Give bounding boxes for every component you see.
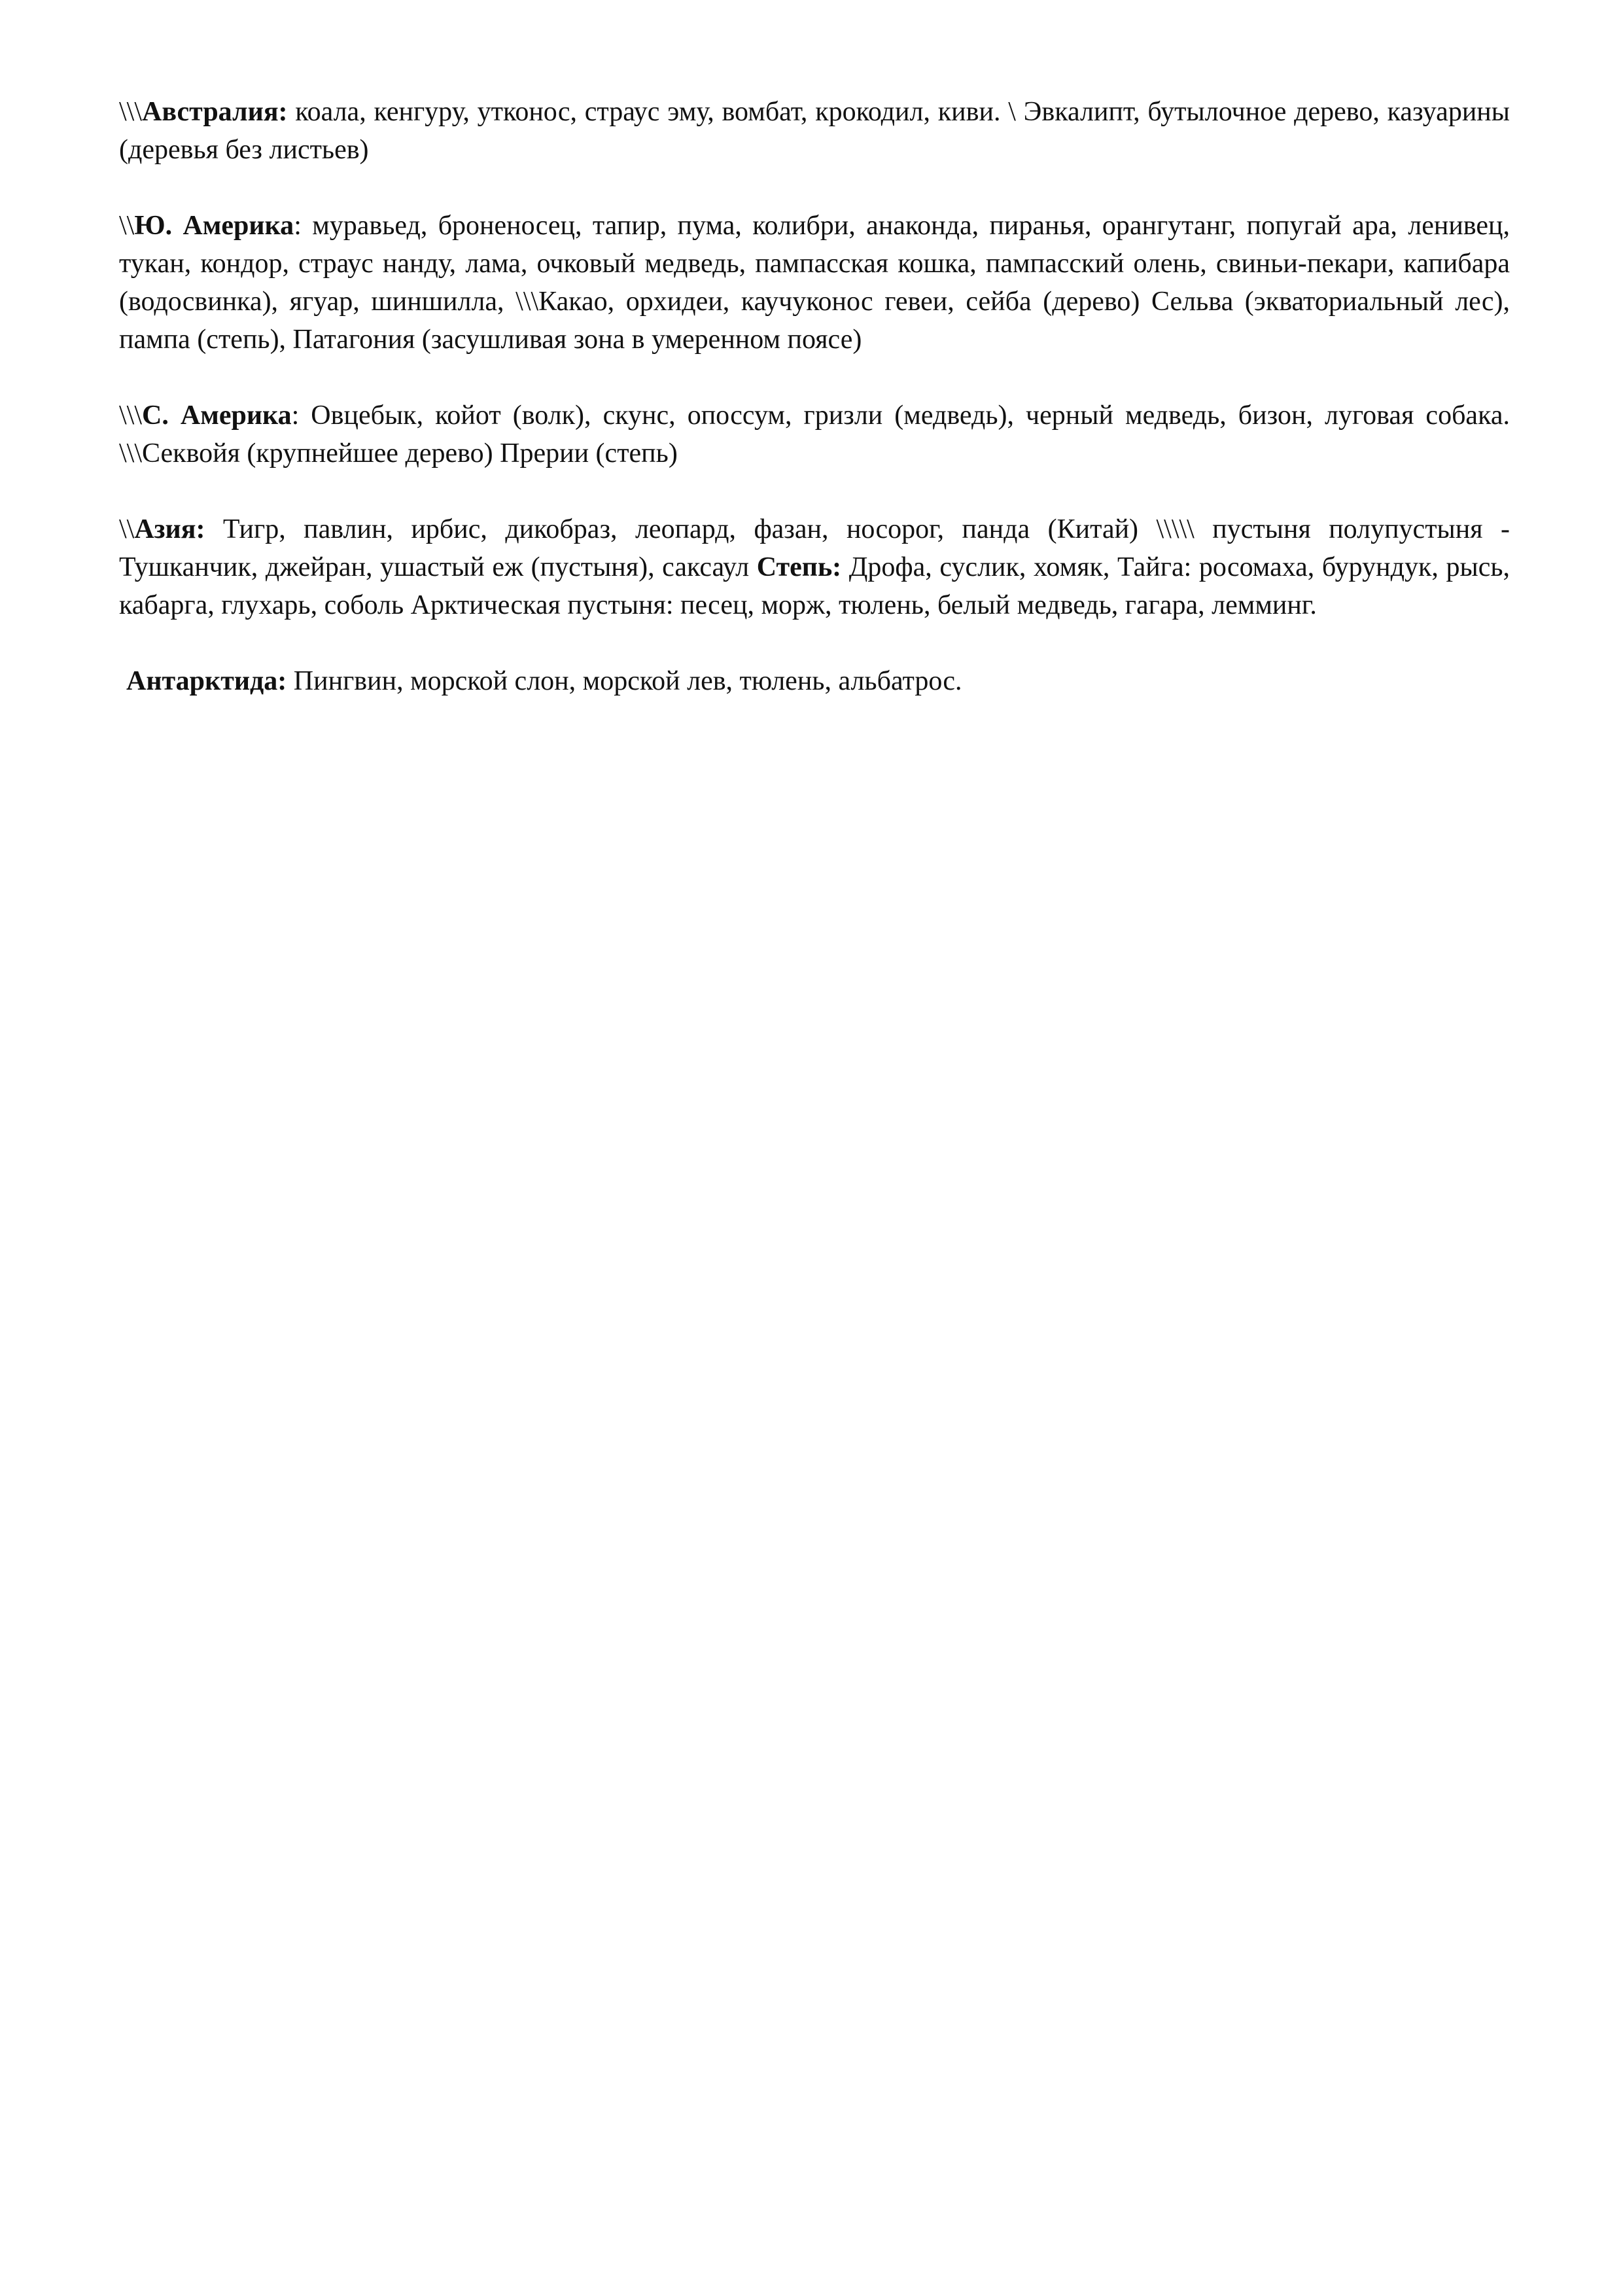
paragraph-heading: Азия: (134, 514, 205, 544)
paragraph-subheading: Степь: (756, 552, 842, 582)
paragraph-australia (119, 93, 1510, 169)
paragraph-prefix: \\ (119, 211, 135, 241)
paragraph-south-america (119, 207, 1510, 359)
paragraph-text: : Овцебык, койот (волк), скунс, опоссум, гризли (медведь), черный медведь, бизон, луговая собака. \\\Секвойя (крупнейшее дерево) Прерии (степь) (119, 400, 1510, 468)
paragraph-text: коала, кенгуру, утконос, страус эму, вомбат, крокодил, киви. \ Эвкалипт, бутылочное дерево, казуарины (деревья без листьев) (119, 97, 1510, 165)
paragraph-heading: Антарктида: (126, 666, 287, 696)
paragraph-heading: С. Америка (142, 400, 292, 431)
paragraph-heading: Австралия: (142, 97, 288, 127)
paragraph-text-continued: Дрофа, суслик, хомяк, Тайга: росомаха, бурундук, рысь, кабарга, глухарь, соболь Арктическая пустыня: песец, морж, тюлень, белый медведь, гагара, лемминг. (119, 552, 1510, 620)
paragraph-heading: Ю. Америка (134, 211, 294, 241)
paragraph-text: Тигр, павлин, ирбис, дикобраз, леопард, фазан, носорог, панда (Китай) \\\\\ пустыня полупустыня - Тушканчик, джейран, ушастый еж (пустыня), саксаул (119, 514, 1510, 582)
paragraph-antarctica (119, 662, 1510, 700)
paragraph-text: Пингвин, морской слон, морской лев, тюлень, альбатрос. (287, 666, 962, 696)
paragraph-prefix: \\\ (119, 97, 143, 127)
paragraph-text: : муравьед, броненосец, тапир, пума, колибри, анаконда, пиранья, орангутанг, попугай ара, ленивец, тукан, кондор, страус нанду, лама, очковый медведь, пампасская кошка, пампасский олень, свиньи-пекари, капибара (водосвинка), ягуар, шиншилла, \\\Какао, орхидеи, каучуконос гевеи, сейба (дерево) Сельва (экваториальный лес), пампа (степь), Патагония (засушливая зона в умеренном поясе) (119, 211, 1510, 355)
paragraph-asia (119, 510, 1510, 624)
document-page (119, 93, 1510, 738)
paragraph-prefix: \\\ (119, 400, 143, 431)
paragraph-prefix: \\ (119, 514, 135, 544)
paragraph-north-america (119, 397, 1510, 472)
